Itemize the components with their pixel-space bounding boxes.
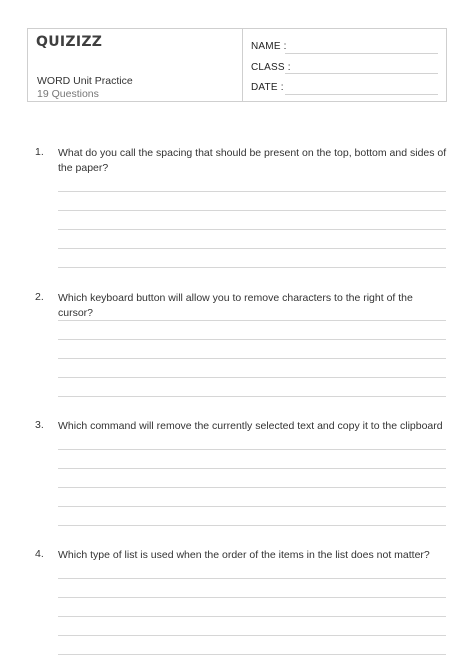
class-field[interactable] — [285, 73, 438, 74]
class-label: CLASS : — [251, 62, 291, 73]
answer-line[interactable] — [58, 191, 446, 192]
answer-line[interactable] — [58, 506, 446, 507]
answer-line[interactable] — [58, 248, 446, 249]
question-number: 4. — [35, 548, 44, 560]
question-number: 2. — [35, 291, 44, 303]
question-text: What do you call the spacing that should be present on the top, bottom and sides of the paper? — [58, 147, 447, 174]
answer-line[interactable] — [58, 267, 446, 268]
question-count: 19 Questions — [37, 88, 99, 100]
answer-line[interactable] — [58, 578, 446, 579]
answer-line[interactable] — [58, 616, 446, 617]
answer-line[interactable] — [58, 654, 446, 655]
question-text: Which type of list is used when the order of the items in the list does not matter? — [58, 549, 430, 561]
answer-line[interactable] — [58, 635, 446, 636]
answer-line[interactable] — [58, 320, 446, 321]
question-text: Which keyboard button will allow you to remove characters to the right of the cursor? — [58, 292, 413, 319]
answer-line[interactable] — [58, 597, 446, 598]
date-label: DATE : — [251, 82, 284, 93]
name-label: NAME : — [251, 41, 287, 52]
name-field[interactable] — [285, 53, 438, 54]
answer-line[interactable] — [58, 377, 446, 378]
answer-line[interactable] — [58, 525, 446, 526]
question-text: Which command will remove the currently selected text and copy it to the clipboard — [58, 420, 443, 432]
quizizz-logo: QUIZIZZ — [36, 34, 103, 50]
header-divider — [242, 28, 243, 102]
question-number: 3. — [35, 419, 44, 431]
worksheet-title: WORD Unit Practice — [37, 75, 133, 87]
answer-line[interactable] — [58, 468, 446, 469]
answer-line[interactable] — [58, 339, 446, 340]
answer-line[interactable] — [58, 229, 446, 230]
answer-line[interactable] — [58, 487, 446, 488]
answer-line[interactable] — [58, 396, 446, 397]
date-field[interactable] — [285, 94, 438, 95]
answer-line[interactable] — [58, 210, 446, 211]
answer-line[interactable] — [58, 358, 446, 359]
answer-line[interactable] — [58, 449, 446, 450]
question-number: 1. — [35, 146, 44, 158]
